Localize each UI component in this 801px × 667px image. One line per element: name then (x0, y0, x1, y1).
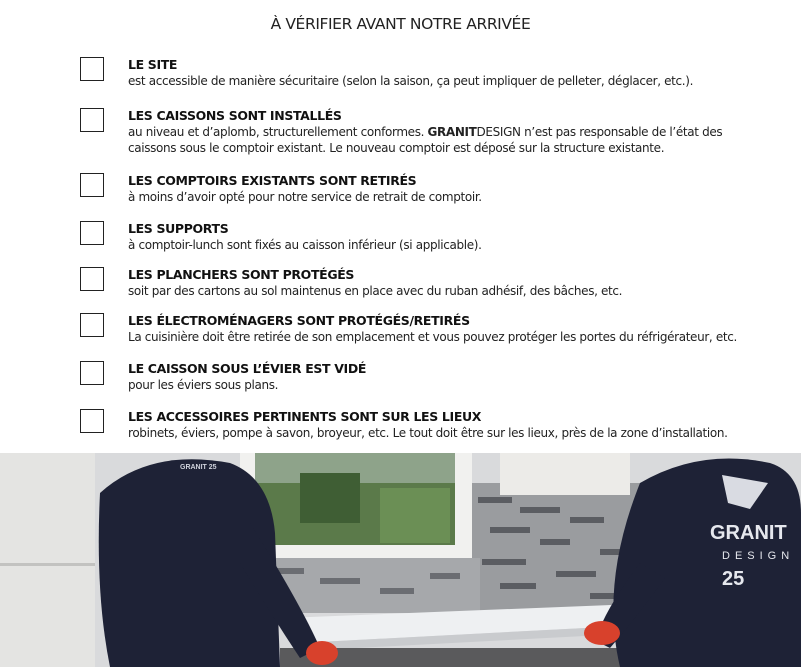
description-part: au niveau et d’aplomb, structurellement conformes. (128, 125, 428, 139)
item-heading: LE SITE (128, 57, 178, 72)
checkbox[interactable] (80, 361, 104, 385)
shirt-logo-sub: DESIGN (722, 550, 795, 562)
item-heading: LES PLANCHERS SONT PROTÉGÉS (128, 267, 355, 282)
item-heading: LE CAISSON SOUS L’ÉVIER EST VIDÉ (128, 361, 367, 376)
checkbox[interactable] (80, 313, 104, 337)
item-description: pour les éviers sous plans. (128, 378, 279, 392)
page-title: À VÉRIFIER AVANT NOTRE ARRIVÉE (270, 15, 531, 33)
item-description: robinets, éviers, pompe à savon, broyeur, etc. Le tout doit être sur les lieux, près de la zone d’installation. (128, 426, 728, 440)
item-description: à comptoir-lunch sont fixés au caisson inférieur (si applicable). (128, 238, 482, 252)
item-heading: LES COMPTOIRS EXISTANTS SONT RETIRÉS (128, 173, 417, 188)
brand-design: DESIGN (476, 125, 521, 139)
item-description-line2: caissons sous le comptoir existant. Le nouveau comptoir est déposé sur la structure existante. (128, 141, 665, 155)
item-text (128, 172, 773, 205)
item-heading: LES ACCESSOIRES PERTINENTS SONT SUR LES LIEUX (128, 409, 482, 424)
item-text (128, 220, 773, 253)
installers-illustration (0, 453, 801, 667)
item-description (128, 124, 773, 140)
item-text (128, 266, 773, 299)
shirt-logo-right: GRANIT (710, 522, 787, 544)
description-part: n’est pas responsable de l’état des (520, 125, 723, 139)
checkbox[interactable] (80, 57, 104, 81)
item-text (128, 56, 773, 89)
brand-granit: GRANIT (427, 125, 477, 139)
item-heading: LES ÉLECTROMÉNAGERS SONT PROTÉGÉS/RETIRÉS (128, 313, 470, 328)
shirt-logo-left: GRANIT 25 (180, 464, 217, 471)
shirt-anniversary-number: 25 (722, 568, 745, 590)
item-heading: LES CAISSONS SONT INSTALLÉS (128, 108, 342, 123)
checkbox[interactable] (80, 409, 104, 433)
checkbox[interactable] (80, 221, 104, 245)
item-text (128, 408, 773, 441)
installation-photo (0, 453, 801, 667)
item-heading: LES SUPPORTS (128, 221, 229, 236)
item-description: La cuisinière doit être retirée de son emplacement et vous pouvez protéger les portes du réfrigérateur, etc. (128, 330, 737, 344)
item-description: à moins d’avoir opté pour notre service de retrait de comptoir. (128, 190, 482, 204)
item-text (128, 312, 773, 345)
item-text (128, 360, 773, 393)
checkbox[interactable] (80, 108, 104, 132)
item-text (128, 107, 773, 156)
checkbox[interactable] (80, 173, 104, 197)
item-description: soit par des cartons au sol maintenus en place avec du ruban adhésif, des bâches, etc. (128, 284, 623, 298)
item-description: est accessible de manière sécuritaire (selon la saison, ça peut impliquer de pelleter, déglacer, etc.). (128, 74, 694, 88)
checkbox[interactable] (80, 267, 104, 291)
